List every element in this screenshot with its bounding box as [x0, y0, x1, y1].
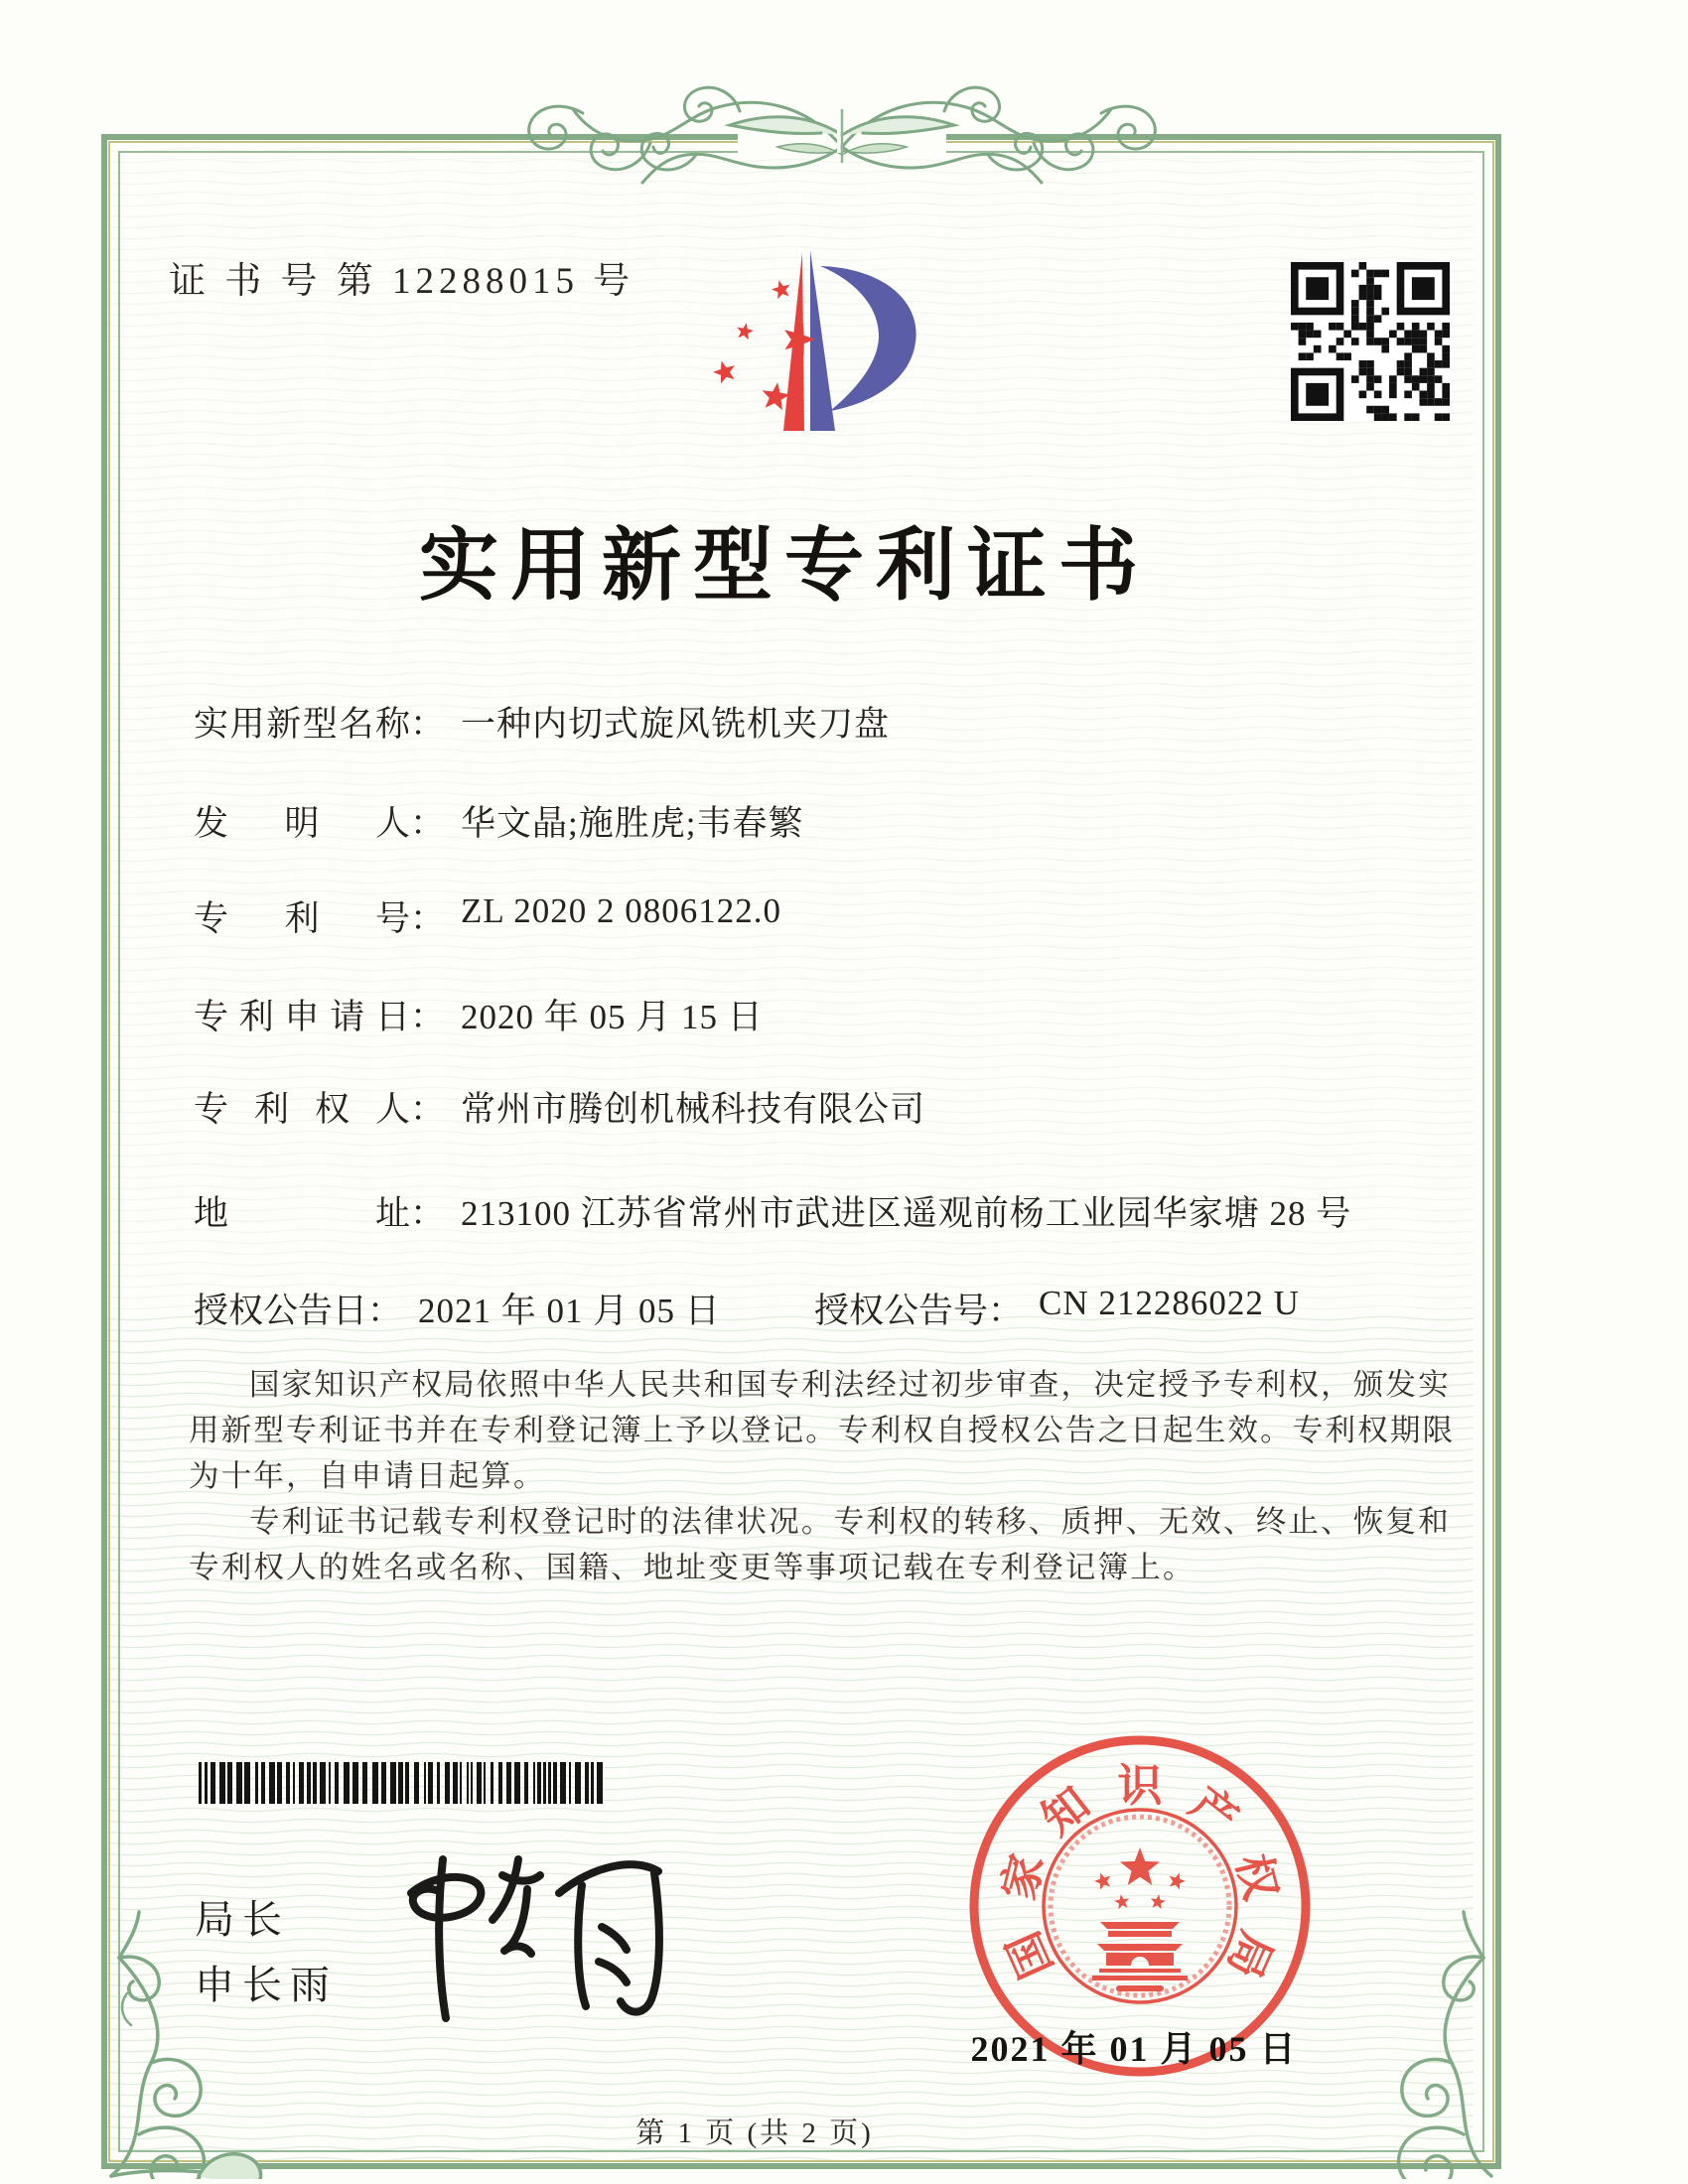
top-scroll-ornament: [492, 52, 1193, 201]
svg-text:国: 国: [998, 1924, 1062, 1985]
cnipa-logo: [683, 240, 933, 439]
svg-text:知: 知: [1033, 1778, 1099, 1845]
svg-text:权: 权: [1226, 1848, 1287, 1905]
field-value: 213100 江苏省常州市武进区遥观前杨工业园华家塘 28 号: [461, 1194, 1352, 1233]
field-label: 地址: [194, 1194, 410, 1233]
svg-text:局: 局: [1217, 1924, 1282, 1985]
qr-code: [1291, 262, 1450, 421]
field-row-patent-no: 专利号： ZL 2020 2 0806122.0: [194, 891, 781, 943]
page-number-footer: 第 1 页 (共 2 页): [635, 2117, 874, 2149]
grant-number-value: CN 212286022 U: [1039, 1284, 1300, 1322]
field-value: 常州市腾创机械科技有限公司: [461, 1090, 926, 1129]
commissioner-signature: [367, 1832, 675, 2040]
grant-date-value: 2021 年 01 月 05 日: [418, 1292, 721, 1330]
legal-paragraph-2: 专利证书记载专利权登记时的法律状况。专利权的转移、质押、无效、终止、恢复和专利权人的姓名或名称、国籍、地址变更等事项记载在专利登记簿上。: [189, 1505, 1451, 1584]
field-label: 发明人: [194, 804, 410, 843]
field-label: 专利权人: [194, 1090, 410, 1129]
field-row-inventor: 发明人： 华文晶;施胜虎;韦春繁: [194, 796, 803, 848]
commissioner-title: 局长: [195, 1897, 290, 1942]
certificate-number: 证 书 号 第 12288015 号: [169, 261, 635, 302]
field-label: 实用新型名称: [194, 705, 410, 744]
field-row-address: 地址： 213100 江苏省常州市武进区遥观前杨工业园华家塘 28 号: [194, 1186, 1351, 1238]
field-value: ZL 2020 2 0806122.0: [461, 891, 781, 930]
field-value: 华文晶;施胜虎;韦春繁: [461, 804, 804, 843]
grant-number-label: 授权公告号: [814, 1292, 989, 1330]
field-row-patentee: 专利权人： 常州市腾创机械科技有限公司: [194, 1082, 925, 1134]
svg-text:识: 识: [1117, 1761, 1163, 1811]
seal-date: 2021 年 01 月 05 日: [970, 2029, 1298, 2069]
svg-text:家: 家: [993, 1848, 1054, 1905]
legal-text: [189, 1362, 1472, 1590]
svg-text:产: 产: [1181, 1778, 1247, 1845]
field-row-name: 实用新型名称： 一种内切式旋风铣机夹刀盘: [194, 697, 890, 749]
field-value: 2020 年 05 月 15 日: [461, 998, 764, 1036]
field-label: 专利申请日: [194, 998, 410, 1036]
commissioner-name: 申长雨: [195, 1963, 338, 2007]
grant-date-label: 授权公告日: [194, 1292, 368, 1330]
grant-date-row: 授权公告日： 2021 年 01 月 05 日: [194, 1284, 721, 1335]
legal-paragraph-1: 国家知识产权局依照中华人民共和国专利法经过初步审查，决定授予专利权，颁发实用新型专利证书并在专利登记簿上予以登记。专利权自授权公告之日起生效。专利权期限为十年，自申请日起算。: [189, 1368, 1456, 1493]
field-row-filing-date: 专利申请日： 2020 年 05 月 15 日: [194, 990, 764, 1041]
barcode: [199, 1762, 614, 1804]
certificate-title: 实用新型专利证书: [419, 523, 1150, 611]
field-label: 专利号: [194, 899, 410, 938]
grant-number-row: 授权公告号： CN 212286022 U: [814, 1284, 1300, 1330]
field-value: 一种内切式旋风铣机夹刀盘: [461, 705, 891, 744]
